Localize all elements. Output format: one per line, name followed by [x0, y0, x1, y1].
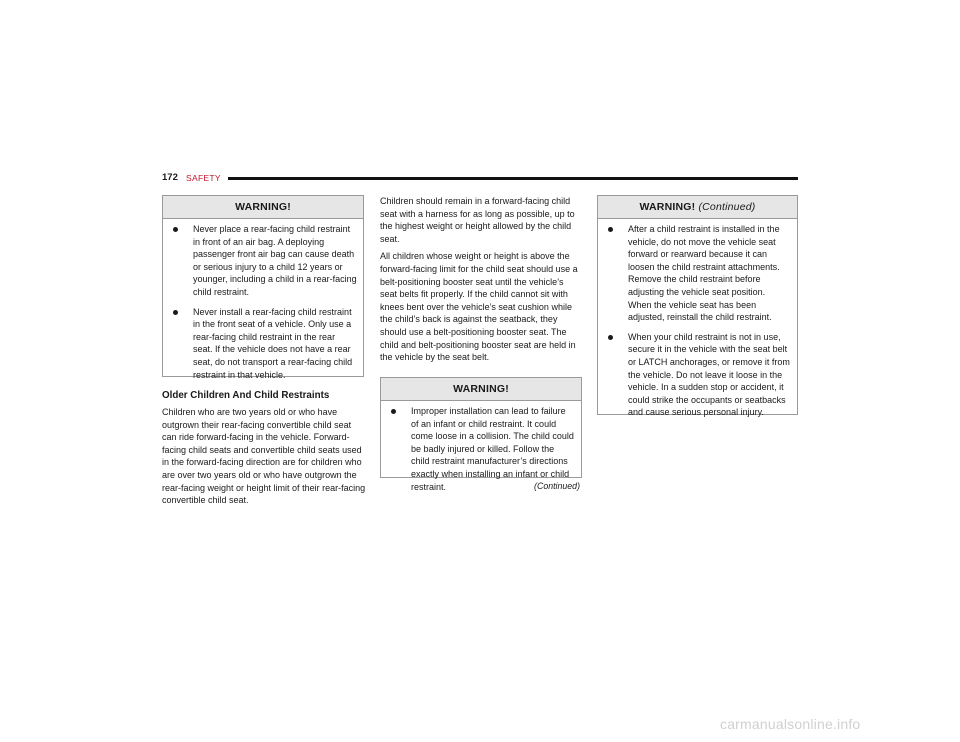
section-text: Children who are two years old or who have outgrown their rear-facing convertible child seat can ride forward-facing in the vehicle. Forward-facing child seats and convertible child seats used in the forward-facing direction are for children who are over two years old or who have outgrown the rear-facing weight or height limit of their rear-facing convertible child seat.	[162, 407, 366, 506]
warning-item: Improper installation can lead to failure of an infant or child restraint. It could come loose in a collision. The child could be badly injured or killed. Follow the child restraint manufacturer’s directions exactly when installing an infant or child restraint.	[389, 405, 575, 493]
bullet-icon	[608, 335, 613, 340]
warning-title: WARNING!	[381, 378, 581, 401]
header-rule	[228, 177, 798, 180]
paragraph: Children should remain in a forward-facing child seat with a harness for as long as possible, up to the highest weight or height allowed by the child seat.	[380, 196, 575, 244]
paragraph: All children whose weight or height is above the forward-facing limit for the child seat should use a belt-positioning booster seat until the vehicle’s seat belts fit properly. If the child cannot sit with knees bent over the vehicle’s seat cushion while the child’s back is against the seatback, they should use a belt-positioning booster seat. The child and belt-positioning booster seat are held in the vehicle by the seat belt.	[380, 251, 578, 363]
watermark: carmanualsonline.info	[720, 716, 861, 732]
warning-box-right	[597, 195, 798, 418]
continued-note: (Continued)	[534, 481, 580, 491]
bullet-icon	[608, 227, 613, 232]
warning-title: WARNING! (Continued)	[598, 196, 797, 219]
page-header	[162, 172, 798, 186]
warning-box-left	[162, 195, 364, 380]
warning-title: WARNING!	[163, 196, 363, 219]
warning-item: Never place a rear-facing child restraint in front of an air bag. A deploying passenger front air bag can cause death or serious injury to a child 12 years or younger, including a child in a rear-facing child restraint.	[171, 223, 357, 299]
bullet-icon	[391, 409, 396, 414]
bullet-icon	[173, 310, 178, 315]
warning-item: When your child restraint is not in use, secure it in the vehicle with the seat belt or LATCH anchorages, or remove it from the vehicle. Do not leave it loose in the vehicle. In a sudden stop or accident, it could strike the occupants or seatbacks and cause serious personal injury.	[606, 331, 791, 419]
section-heading: Older Children And Child Restraints	[162, 390, 330, 401]
page-number: 172	[162, 172, 178, 183]
section-title: SAFETY	[186, 172, 221, 183]
middle-text	[380, 195, 582, 369]
warning-item: Never install a rear-facing child restraint in the front seat of a vehicle. Only use a rear-facing child restraint in the rear seat. If the vehicle does not have a rear seat, do not transport a rear-facing child restraint in that vehicle.	[171, 306, 357, 382]
bullet-icon	[173, 227, 178, 232]
warning-item: After a child restraint is installed in the vehicle, do not move the vehicle seat forward or rearward because it can loosen the child restraint attachments. Remove the child restraint before adjusting the vehicle seat position. When the vehicle seat has been adjusted, reinstall the child restraint.	[606, 223, 791, 324]
